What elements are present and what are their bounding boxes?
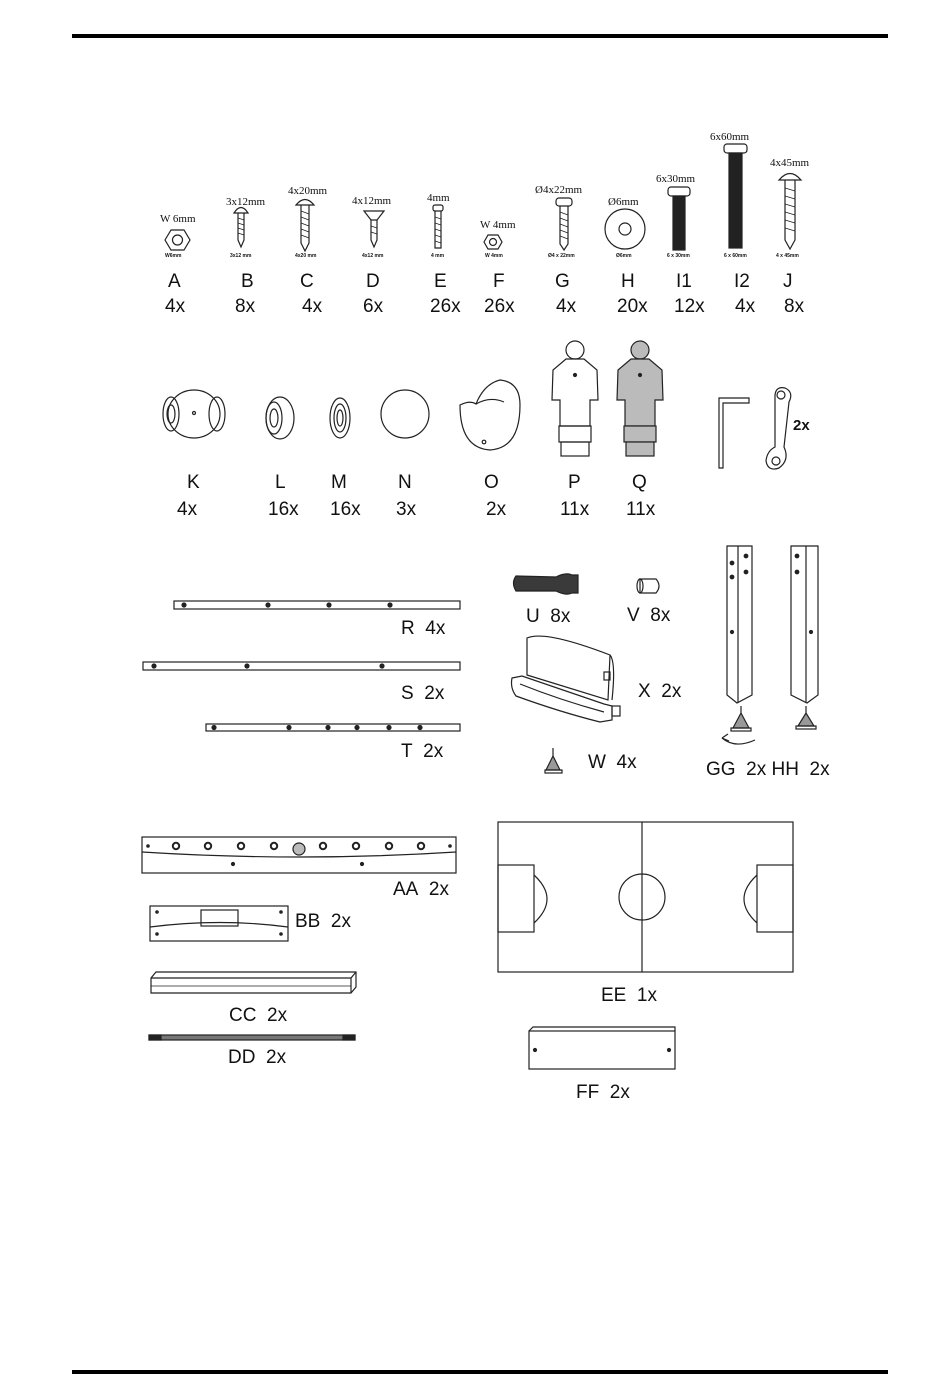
part-l-ring-drawing [266, 397, 294, 439]
part-r-qty: 4x [425, 618, 446, 639]
part-aa-panel-drawing [142, 837, 456, 873]
part-d-small-size: 4x12 mm [362, 253, 384, 259]
part-h-small-size: Ø6mm [616, 253, 632, 259]
part-c-small-size: 4x20 mm [295, 253, 317, 259]
part-gg-id: GG [706, 759, 736, 780]
part-l-qty: 16x [268, 499, 299, 520]
part-i2-small-size: 6 x 60mm [724, 253, 747, 259]
part-i2-bolt-drawing [724, 144, 747, 248]
part-dd-qty: 2x [266, 1047, 287, 1068]
part-g-small-size: Ø4 x 22mm [548, 253, 575, 259]
part-hh-qty: 2x [809, 759, 830, 780]
tools-drawing [719, 388, 791, 469]
part-ff-panel-drawing [529, 1027, 675, 1069]
part-n-qty: 3x [396, 499, 417, 520]
part-e-small-size: 4 mm [431, 253, 445, 259]
part-t-rod-drawing [206, 724, 460, 731]
part-o-cup-drawing [460, 380, 520, 450]
part-q-player-drawing [617, 341, 663, 456]
part-u-handle-drawing [514, 574, 579, 594]
part-m-id: M [331, 472, 347, 493]
part-x-goal-drawing [512, 636, 621, 722]
part-g-id: G [555, 271, 570, 292]
part-e-id: E [434, 271, 447, 292]
part-o-id: O [484, 472, 499, 493]
part-m-qty: 16x [330, 499, 361, 520]
legs-drawing [722, 546, 818, 744]
part-bb-id: BB [295, 911, 321, 932]
part-ee-field-drawing [498, 822, 793, 972]
part-ee-id: EE [601, 985, 627, 1006]
part-d-qty: 6x [363, 296, 384, 317]
part-j-size: 4x45mm [770, 157, 810, 169]
part-h-qty: 20x [617, 296, 648, 317]
part-ee-qty: 1x [636, 985, 657, 1006]
part-b-qty: 8x [235, 296, 256, 317]
part-h-id: H [621, 271, 635, 292]
part-i2-size: 6x60mm [710, 131, 750, 143]
part-k-id: K [187, 472, 200, 493]
part-w-id: W [588, 752, 606, 773]
part-ff-qty: 2x [609, 1082, 630, 1103]
part-dd-label [228, 1047, 286, 1069]
part-w-label [588, 752, 637, 774]
part-d-id: D [366, 271, 380, 292]
part-cc-qty: 2x [267, 1005, 288, 1026]
part-x-label [638, 681, 681, 703]
part-g-size: Ø4x22mm [535, 184, 583, 196]
part-ff-id: FF [576, 1082, 600, 1103]
part-p-qty: 11x [560, 499, 590, 520]
part-p-player-drawing [552, 341, 598, 456]
part-p-id: P [568, 472, 581, 493]
part-s-rod-drawing [143, 662, 460, 670]
part-s-label [401, 683, 444, 705]
part-i1-id: I1 [676, 271, 692, 292]
part-h-washer-drawing [605, 209, 645, 249]
part-e-qty: 26x [430, 296, 461, 317]
part-gg-qty: 2x [746, 759, 767, 780]
part-j-small-size: 4 x 45mm [776, 253, 799, 259]
part-j-qty: 8x [784, 296, 805, 317]
part-u-label [526, 606, 570, 628]
part-dd-id: DD [228, 1047, 256, 1068]
part-q-qty: 11x [626, 499, 656, 520]
part-i2-id: I2 [734, 271, 750, 292]
part-hh-id: HH [771, 759, 799, 780]
part-s-id: S [401, 683, 414, 704]
part-d-size: 4x12mm [352, 195, 392, 207]
part-u-id: U [526, 606, 540, 627]
part-r-label [401, 618, 445, 640]
part-a-size: W 6mm [160, 213, 196, 225]
part-f-id: F [493, 271, 505, 292]
part-aa-id: AA [393, 879, 419, 900]
tools-qty: 2x [793, 417, 810, 434]
part-r-rod-drawing [174, 601, 460, 609]
legs-label [706, 759, 830, 781]
part-w-foot-drawing [545, 748, 562, 773]
part-x-id: X [638, 681, 651, 702]
part-a-qty: 4x [165, 296, 186, 317]
part-i1-bolt-drawing [668, 187, 690, 250]
part-dd-bar-drawing [149, 1035, 355, 1040]
part-b-screw-drawing [234, 208, 248, 248]
part-u-qty: 8x [550, 606, 571, 627]
part-bb-label [295, 911, 351, 933]
part-aa-qty: 2x [428, 879, 449, 900]
part-i2-qty: 4x [735, 296, 756, 317]
part-x-qty: 2x [661, 681, 682, 702]
part-n-id: N [398, 472, 412, 493]
part-v-label [627, 605, 670, 627]
part-c-screw-drawing [296, 200, 314, 252]
part-a-small-size: W6mm [165, 253, 182, 259]
part-t-label [401, 741, 443, 763]
part-bb-qty: 2x [330, 911, 351, 932]
part-f-qty: 26x [484, 296, 515, 317]
part-a-id: A [168, 271, 181, 292]
part-i1-small-size: 6 x 30mm [667, 253, 690, 259]
part-c-size: 4x20mm [288, 185, 328, 197]
part-bb-panel-drawing [150, 906, 288, 941]
part-g-screw-drawing [556, 198, 572, 250]
part-q-id: Q [632, 472, 647, 493]
part-k-qty: 4x [177, 499, 198, 520]
part-e-size: 4mm [427, 192, 450, 204]
part-b-size: 3x12mm [226, 196, 266, 208]
part-cc-label [229, 1005, 287, 1027]
part-aa-label [393, 879, 449, 901]
part-l-id: L [275, 472, 286, 493]
part-r-id: R [401, 618, 415, 639]
part-m-ring-drawing [330, 398, 350, 438]
part-t-qty: 2x [423, 741, 444, 762]
part-c-id: C [300, 271, 314, 292]
part-j-id: J [783, 271, 793, 292]
part-i1-qty: 12x [674, 296, 705, 317]
part-t-id: T [401, 741, 413, 762]
part-d-countersunk-screw-drawing [364, 211, 384, 247]
part-cc-bar-drawing [151, 972, 356, 993]
part-n-ball-drawing [381, 390, 429, 438]
part-k-bearing-drawing [163, 390, 225, 438]
part-ee-label [601, 985, 657, 1007]
part-v-cap-drawing [637, 579, 659, 593]
part-a-hex-nut-drawing [165, 230, 190, 250]
part-f-size: W 4mm [480, 219, 516, 231]
part-ff-label [576, 1082, 630, 1104]
part-v-qty: 8x [650, 605, 671, 626]
part-c-qty: 4x [302, 296, 323, 317]
part-s-qty: 2x [424, 683, 445, 704]
part-f-small-size: W 4mm [485, 253, 503, 259]
part-cc-id: CC [229, 1005, 257, 1026]
part-i1-size: 6x30mm [656, 173, 696, 185]
part-f-hex-nut-drawing [484, 235, 502, 249]
part-j-screw-drawing [779, 174, 801, 250]
part-o-qty: 2x [486, 499, 507, 520]
part-g-qty: 4x [556, 296, 577, 317]
part-v-id: V [627, 605, 640, 626]
part-b-id: B [241, 271, 254, 292]
part-e-screw-drawing [433, 205, 443, 248]
part-h-size: Ø6mm [608, 196, 639, 208]
part-w-qty: 4x [616, 752, 637, 773]
part-b-small-size: 3x12 mm [230, 253, 252, 259]
